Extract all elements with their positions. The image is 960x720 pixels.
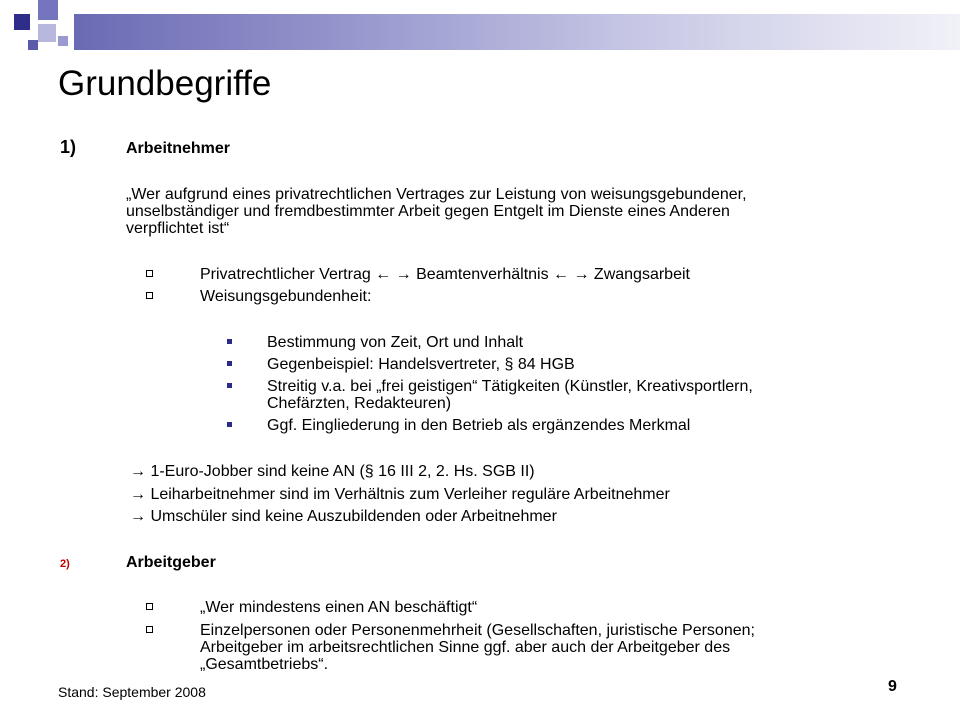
section2-heading: Arbeitgeber <box>126 554 216 571</box>
sub-bullet: Bestimmung von Zeit, Ort und Inhalt <box>267 334 524 351</box>
logo-square-tiny <box>28 40 38 50</box>
section1-heading: Arbeitnehmer <box>126 140 231 157</box>
sub-bullet: Ggf. Eingliederung in den Betrieb als ergänzendes Merkmal <box>267 417 691 434</box>
filled-square-icon <box>227 383 232 388</box>
filled-square-icon <box>227 361 232 366</box>
definition-line: unselbständiger und fremdbestimmter Arbeit gegen Entgelt im Dienste eines Anderen <box>126 203 730 220</box>
bullet-arbeitgeber-cont: Arbeitgeber im arbeitsrechtlichen Sinne ggf. aber auch der Arbeitgeber des <box>200 639 731 656</box>
bullet-contract: Privatrechtlicher Vertrag ← → Beamtenverhältnis ← → Zwangsarbeit <box>200 266 690 283</box>
bullet-arbeitgeber-persons: Einzelpersonen oder Personenmehrheit (Gesellschaften, juristische Personen; <box>200 622 755 639</box>
filled-square-icon <box>227 422 232 427</box>
arrow-note: → 1-Euro-Jobber sind keine AN (§ 16 III 2, 2. Hs. SGB II) <box>130 463 535 480</box>
arrow-note: → Umschüler sind keine Auszubildenden oder Arbeitnehmer <box>130 508 557 525</box>
page-number: 9 <box>888 678 897 695</box>
bullet-weisung: Weisungsgebundenheit: <box>200 288 372 305</box>
footer-date: Stand: September 2008 <box>58 684 206 700</box>
sub-bullet: Streitig v.a. bei „frei geistigen“ Tätigkeiten (Künstler, Kreativsportlern, <box>267 378 753 395</box>
slide-title: Grundbegriffe <box>58 64 272 103</box>
definition-line: „Wer aufgrund eines privatrechtlichen Vertrages zur Leistung von weisungsgebundener, <box>126 186 747 203</box>
hollow-square-icon <box>146 603 153 610</box>
sub-bullet-cont: Chefärzten, Redakteuren) <box>267 395 452 412</box>
hollow-square-icon <box>146 292 153 299</box>
header-gradient-band <box>74 14 960 50</box>
bullet-arbeitgeber-def: „Wer mindestens einen AN beschäftigt“ <box>200 599 478 616</box>
logo-square-dark <box>14 14 30 30</box>
logo-square-small <box>58 36 68 46</box>
filled-square-icon <box>227 339 232 344</box>
hollow-square-icon <box>146 270 153 277</box>
sub-bullet: Gegenbeispiel: Handelsvertreter, § 84 HGB <box>267 356 575 373</box>
logo-square-mid <box>38 0 58 20</box>
logo-square-light <box>38 24 56 42</box>
arrow-note: → Leiharbeitnehmer sind im Verhältnis zum Verleiher reguläre Arbeitnehmer <box>130 486 670 503</box>
section2-number: 2) <box>60 558 70 570</box>
definition-line: verpflichtet ist“ <box>126 220 230 237</box>
hollow-square-icon <box>146 626 153 633</box>
bullet-arbeitgeber-cont: „Gesamtbetriebs“. <box>200 656 329 673</box>
section1-number: 1) <box>60 137 77 157</box>
